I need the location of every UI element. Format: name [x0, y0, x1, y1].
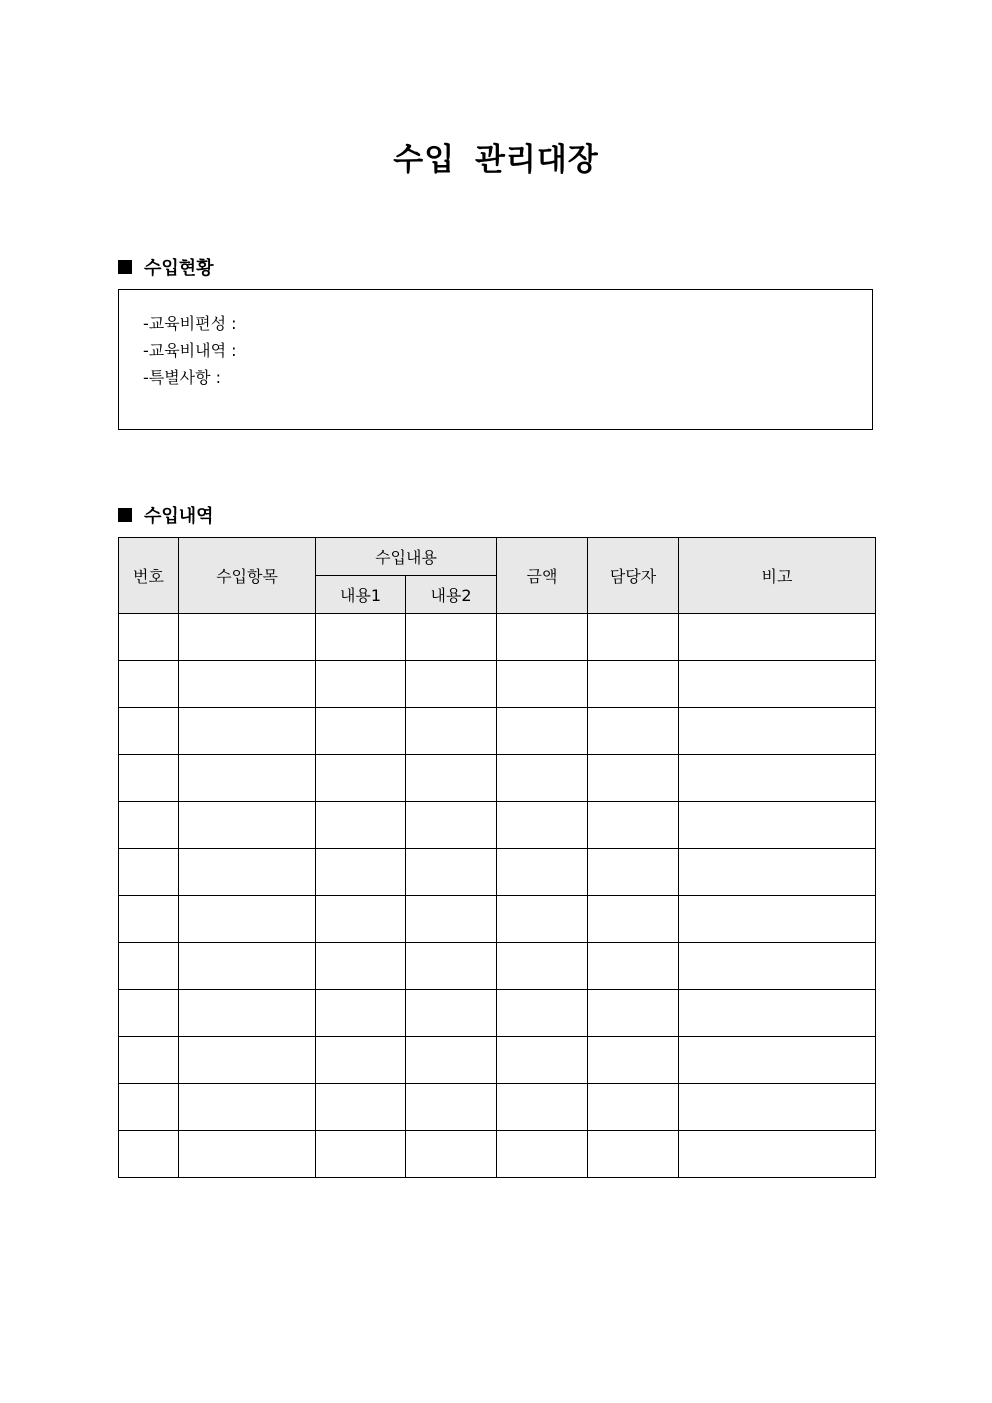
cell-content1 [316, 755, 406, 802]
cell-content1 [316, 1037, 406, 1084]
cell-content2 [406, 661, 497, 708]
cell-remarks [679, 802, 876, 849]
cell-number [119, 708, 179, 755]
cell-amount [497, 849, 588, 896]
cell-content2 [406, 849, 497, 896]
cell-manager [588, 755, 679, 802]
cell-remarks [679, 708, 876, 755]
header-content1: 내용1 [316, 576, 406, 614]
cell-item [179, 708, 316, 755]
square-bullet-icon [118, 508, 132, 522]
cell-amount [497, 896, 588, 943]
cell-manager [588, 849, 679, 896]
cell-item [179, 802, 316, 849]
cell-item [179, 614, 316, 661]
header-content2: 내용2 [406, 576, 497, 614]
cell-remarks [679, 755, 876, 802]
cell-manager [588, 1131, 679, 1178]
cell-number [119, 990, 179, 1037]
table-row [119, 708, 876, 755]
cell-item [179, 849, 316, 896]
cell-content2 [406, 755, 497, 802]
cell-manager [588, 1084, 679, 1131]
cell-content1 [316, 614, 406, 661]
cell-content1 [316, 708, 406, 755]
cell-number [119, 802, 179, 849]
cell-number [119, 849, 179, 896]
cell-number [119, 755, 179, 802]
cell-manager [588, 990, 679, 1037]
cell-content1 [316, 1084, 406, 1131]
status-section-heading [118, 254, 214, 280]
income-ledger-table [118, 537, 876, 1178]
cell-number [119, 1084, 179, 1131]
header-content-group: 수입내용 [316, 538, 497, 576]
cell-item [179, 1037, 316, 1084]
details-section-heading-label: 수입내역 [144, 506, 214, 527]
cell-amount [497, 990, 588, 1037]
cell-amount [497, 1037, 588, 1084]
cell-remarks [679, 896, 876, 943]
table-row [119, 990, 876, 1037]
cell-item [179, 1131, 316, 1178]
cell-content1 [316, 849, 406, 896]
table-row [119, 1037, 876, 1084]
cell-content1 [316, 896, 406, 943]
table-row [119, 614, 876, 661]
cell-content2 [406, 802, 497, 849]
cell-number [119, 943, 179, 990]
cell-remarks [679, 1037, 876, 1084]
cell-remarks [679, 990, 876, 1037]
table-row [119, 802, 876, 849]
cell-content2 [406, 614, 497, 661]
cell-number [119, 661, 179, 708]
cell-number [119, 896, 179, 943]
status-line-special: -특별사항 : [143, 368, 222, 387]
cell-content1 [316, 661, 406, 708]
cell-manager [588, 614, 679, 661]
cell-item [179, 755, 316, 802]
cell-item [179, 661, 316, 708]
page-title: 수입 관리대장 [393, 142, 599, 178]
cell-amount [497, 708, 588, 755]
cell-number [119, 614, 179, 661]
table-row [119, 1084, 876, 1131]
table-row [119, 755, 876, 802]
header-number: 번호 [119, 538, 179, 614]
cell-content2 [406, 708, 497, 755]
table-row [119, 1131, 876, 1178]
table-row [119, 849, 876, 896]
cell-amount [497, 614, 588, 661]
cell-content1 [316, 1131, 406, 1178]
cell-content2 [406, 1131, 497, 1178]
cell-amount [497, 661, 588, 708]
cell-item [179, 1084, 316, 1131]
ledger-body [119, 614, 876, 1178]
cell-remarks [679, 1084, 876, 1131]
cell-remarks [679, 661, 876, 708]
cell-content1 [316, 943, 406, 990]
cell-content2 [406, 1037, 497, 1084]
cell-amount [497, 943, 588, 990]
cell-amount [497, 802, 588, 849]
header-amount: 금액 [497, 538, 588, 614]
cell-remarks [679, 1131, 876, 1178]
cell-amount [497, 1131, 588, 1178]
square-bullet-icon [118, 260, 132, 274]
cell-amount [497, 755, 588, 802]
details-section-heading [118, 502, 214, 528]
cell-item [179, 943, 316, 990]
cell-content2 [406, 943, 497, 990]
cell-manager [588, 802, 679, 849]
cell-content1 [316, 990, 406, 1037]
cell-manager [588, 661, 679, 708]
cell-manager [588, 896, 679, 943]
cell-amount [497, 1084, 588, 1131]
header-manager: 담당자 [588, 538, 679, 614]
cell-number [119, 1037, 179, 1084]
status-line-breakdown: -교육비내역 : [143, 341, 237, 360]
cell-item [179, 990, 316, 1037]
status-line-budget: -교육비편성 : [143, 314, 237, 333]
cell-remarks [679, 614, 876, 661]
status-box [118, 289, 873, 430]
cell-remarks [679, 943, 876, 990]
cell-content2 [406, 990, 497, 1037]
cell-item [179, 896, 316, 943]
cell-manager [588, 943, 679, 990]
cell-content2 [406, 896, 497, 943]
header-item: 수입항목 [179, 538, 316, 614]
header-remarks: 비고 [679, 538, 876, 614]
cell-content1 [316, 802, 406, 849]
table-row [119, 661, 876, 708]
table-row [119, 943, 876, 990]
cell-remarks [679, 849, 876, 896]
status-section-heading-label: 수입현황 [144, 258, 214, 279]
cell-number [119, 1131, 179, 1178]
table-row [119, 896, 876, 943]
cell-manager [588, 1037, 679, 1084]
cell-content2 [406, 1084, 497, 1131]
cell-manager [588, 708, 679, 755]
